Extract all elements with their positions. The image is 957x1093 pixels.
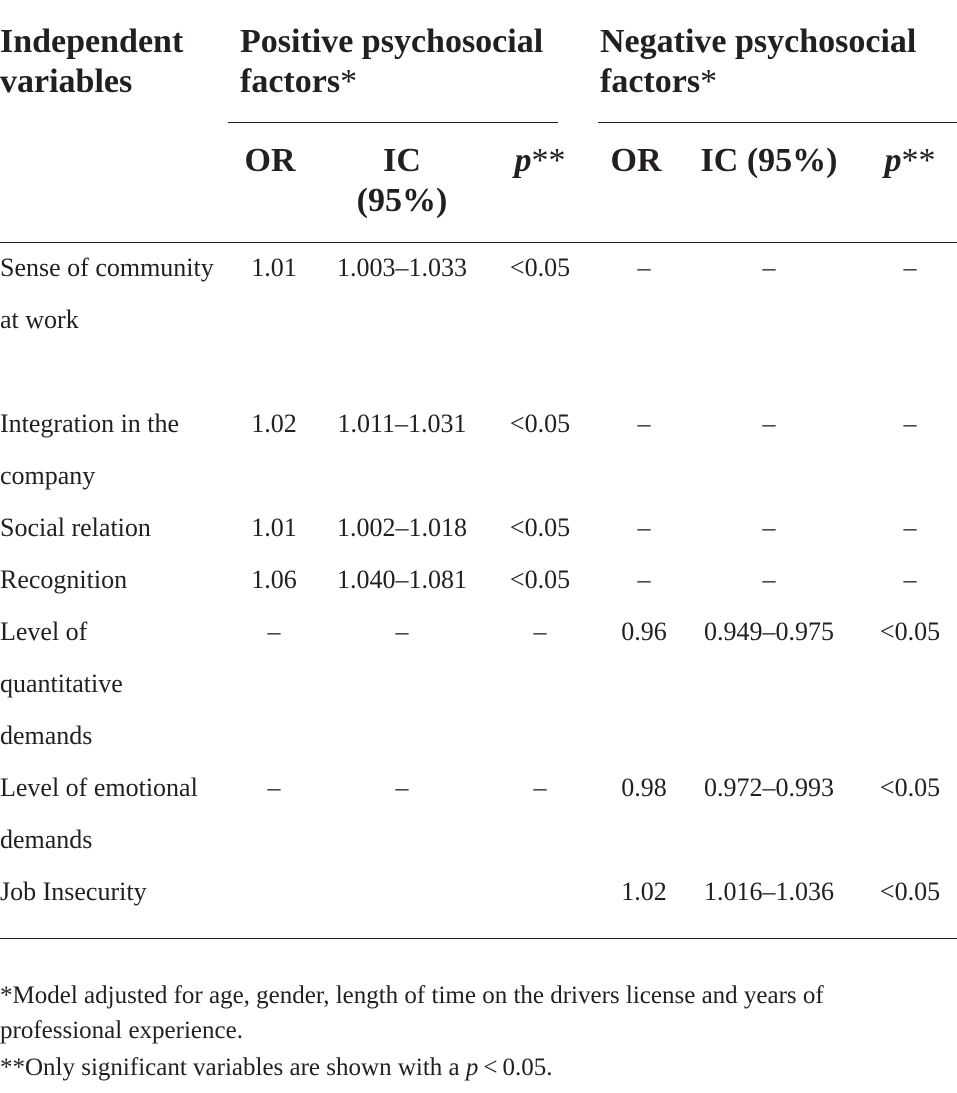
- footnote-1-line2: professional experience.: [0, 1017, 243, 1044]
- header-negative-factors: [600, 22, 916, 102]
- cell-pos-ic: 1.040–1.081: [337, 565, 467, 594]
- header-independent-line2: variables: [0, 63, 133, 100]
- cell-neg-ic: –: [762, 513, 776, 542]
- row-label: Integration in the company: [0, 409, 180, 490]
- header-positive-line1: Positive psychosocial: [240, 23, 544, 60]
- cell-neg-or: 0.96: [621, 617, 667, 646]
- cell-pos-or: –: [267, 617, 281, 646]
- row-label: Sense of community at work: [0, 253, 214, 334]
- subheader-neg-p-stars: **: [901, 142, 936, 179]
- cell-neg-ic: 0.972–0.993: [704, 773, 834, 802]
- cell-pos-p: <0.05: [509, 409, 571, 438]
- cell-pos-p: <0.05: [509, 513, 571, 542]
- header-positive-line2: factors: [240, 63, 341, 100]
- row-label: Job Insecurity: [0, 877, 147, 906]
- header-independent-variables: [0, 22, 183, 102]
- header-negative-line2: factors: [600, 63, 701, 100]
- cell-neg-or: –: [637, 513, 651, 542]
- cell-neg-or: –: [637, 253, 651, 282]
- cell-neg-p: <0.05: [879, 617, 941, 646]
- cell-pos-or: –: [267, 773, 281, 802]
- footnote-2: [0, 1050, 552, 1085]
- cell-neg-p: –: [903, 253, 917, 282]
- header-positive-factors: [240, 22, 543, 102]
- header-independent-line1: Independent: [0, 23, 184, 60]
- subheader-pos-p-stars: **: [531, 142, 566, 179]
- cell-neg-or: 0.98: [621, 773, 667, 802]
- subheader-pos-p: [490, 141, 590, 181]
- footnote-2-text: **Only significant variables are shown with a: [0, 1054, 466, 1081]
- subheader-neg-p-italic: p: [884, 142, 902, 179]
- row-label: Level of quantitative demands: [0, 617, 123, 750]
- cell-pos-or: 1.02: [251, 409, 297, 438]
- cell-pos-or: 1.01: [251, 253, 297, 282]
- cell-neg-or: –: [637, 565, 651, 594]
- footnote-2-p: p: [465, 1054, 479, 1081]
- cell-pos-p: <0.05: [509, 565, 571, 594]
- cell-pos-ic: 1.011–1.031: [337, 409, 467, 438]
- cell-neg-or: –: [637, 409, 651, 438]
- cell-neg-p: <0.05: [879, 877, 941, 906]
- header-negative-star: *: [700, 63, 718, 100]
- subheader-pos-ic-line1: IC: [383, 142, 421, 179]
- cell-pos-ic: –: [395, 617, 409, 646]
- footnote-2-threshold: < 0.05.: [478, 1054, 553, 1081]
- subheader-neg-ic: IC (95%): [700, 142, 838, 179]
- cell-neg-p: –: [903, 513, 917, 542]
- subheader-pos-or: OR: [244, 142, 296, 179]
- cell-neg-ic: –: [762, 565, 776, 594]
- row-label: Recognition: [0, 565, 128, 594]
- cell-pos-ic: 1.003–1.033: [337, 253, 467, 282]
- negative-group-rule: [598, 122, 957, 123]
- cell-neg-ic: –: [762, 253, 776, 282]
- cell-neg-p: –: [903, 409, 917, 438]
- cell-pos-p: <0.05: [509, 253, 571, 282]
- footnote-1-line1: *Model adjusted for age, gender, length of time on the drivers license and years of: [0, 982, 824, 1009]
- header-negative-line1: Negative psychosocial: [600, 23, 917, 60]
- cell-neg-or: 1.02: [621, 877, 667, 906]
- cell-neg-p: <0.05: [879, 773, 941, 802]
- cell-neg-ic: 1.016–1.036: [704, 877, 834, 906]
- cell-pos-p: –: [533, 617, 547, 646]
- cell-neg-ic: 0.949–0.975: [704, 617, 834, 646]
- cell-neg-p: –: [903, 565, 917, 594]
- subheader-pos-p-italic: p: [514, 142, 532, 179]
- cell-pos-or: 1.01: [251, 513, 297, 542]
- cell-pos-ic: 1.002–1.018: [337, 513, 467, 542]
- subheader-pos-ic-line2: (95%): [356, 182, 448, 219]
- cell-pos-ic: –: [395, 773, 409, 802]
- cell-pos-p: –: [533, 773, 547, 802]
- row-label: Social relation: [0, 513, 151, 542]
- header-positive-star: *: [340, 63, 358, 100]
- cell-neg-ic: –: [762, 409, 776, 438]
- subheader-neg-p: [860, 141, 957, 181]
- positive-group-rule: [228, 122, 558, 123]
- subheader-pos-ic: [322, 141, 482, 221]
- row-label: Level of emotional demands: [0, 773, 198, 854]
- table-bottom-rule: [0, 938, 957, 939]
- cell-pos-or: 1.06: [251, 565, 297, 594]
- subheader-neg-or: OR: [610, 142, 662, 179]
